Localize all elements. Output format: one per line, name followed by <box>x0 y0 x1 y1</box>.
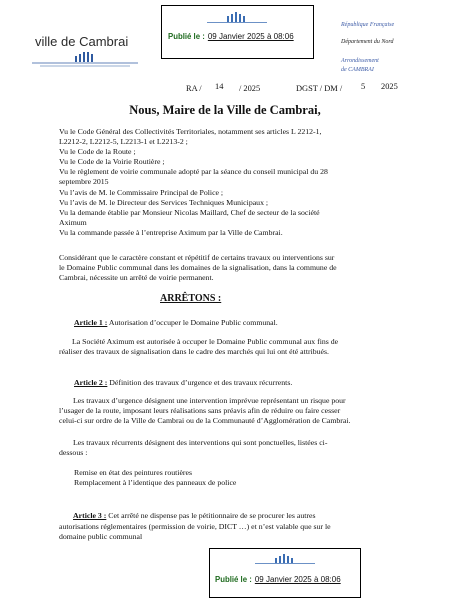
page-title: Nous, Maire de la Ville de Cambrai, <box>129 103 321 117</box>
stamp-date: 09 Janvier 2025 à 08:06 <box>207 32 294 41</box>
article-3-line: autorisations réglementaires (permission de voirie, DICT …) et n’est valable que sur le <box>59 522 331 531</box>
article-2-line: dessous : <box>59 448 88 457</box>
consideration-line: Vu l’avis de M. le Commissaire Principal de Police ; <box>59 188 224 197</box>
considerant-line: Cambrai, nécessite un arrêté de voirie permanent. <box>59 273 214 282</box>
ra-year: / 2025 <box>239 84 261 93</box>
city-logo-text: ville de Cambrai <box>35 34 129 49</box>
stamp-logo-mark <box>202 10 272 24</box>
consideration-line: Vu le Code de la Voirie Routière ; <box>59 157 165 166</box>
list-item: Remplacement à l’identique des panneaux de police <box>74 478 237 487</box>
article-2-line: l’usager de la route, imposant leurs réalisations sans préavis afin de réduire ou faire cesser <box>59 406 341 415</box>
arrondissement-label: Arrondissement <box>341 58 379 64</box>
article-3-line <box>73 511 315 521</box>
article-1-text <box>59 337 404 359</box>
stamp-text <box>215 575 341 584</box>
republic-label: République Française <box>341 22 395 28</box>
consideration-line: Vu le Code Général des Collectivités Territoriales, notamment ses articles L 2212-1, <box>59 127 322 136</box>
article-2-title: Définition des travaux d’urgence et des travaux récurrents. <box>107 378 293 387</box>
consideration-line: Vu le règlement de voirie communale adopté par la séance du conseil municipal du 28 <box>59 167 328 176</box>
stamp-logo-mark <box>250 552 320 565</box>
dgst-label: DGST / DM / <box>296 84 343 93</box>
article-3-block <box>59 511 409 543</box>
stamp-label: Publié le : <box>215 575 252 584</box>
city-logo-mark <box>30 48 140 70</box>
consideration-line: Vu l’avis de M. le Directeur des Services Techniques Municipaux ; <box>59 198 269 207</box>
article-2-text-urgence <box>59 396 409 428</box>
stamp-text <box>168 32 294 41</box>
article-2-line: celui-ci sur ordre de la Ville de Cambrai ou de la Communauté d’Agglomération de Cambrai. <box>59 416 351 425</box>
article-1-label: Article 1 : <box>74 318 108 327</box>
article-1-line: La Société Aximum est autorisée à occuper le Domaine Public communal aux fins de <box>72 337 339 346</box>
article-1-line: réaliser des travaux de signalisation dans le cadre des marchés qui lui ont été attribués. <box>59 347 329 356</box>
considerant-block <box>59 253 399 285</box>
ra-number: 14 <box>215 82 224 91</box>
arrondissement-city: de CAMBRAI <box>341 67 374 73</box>
consideration-line: Aximum <box>59 218 87 227</box>
dgst-number: 5 <box>361 82 366 91</box>
article-3-label: Article 3 : <box>73 511 107 520</box>
publication-stamp-top <box>161 5 314 59</box>
department-label: Département du Nord <box>341 39 394 45</box>
consideration-line: septembre 2015 <box>59 177 109 186</box>
stamp-label: Publié le : <box>168 32 205 41</box>
dgst-year: 2025 <box>381 82 398 91</box>
article-3-text: Cet arrêté ne dispense pas le pétitionnaire de se procurer les autres <box>106 511 316 520</box>
list-item: Remise en état des peintures routières <box>74 468 192 477</box>
considerant-line: Considérant que le caractère constant et répétitif de certains travaux ou interventions sur <box>59 253 335 262</box>
considerations-block <box>59 127 399 237</box>
consideration-line: Vu la commande passée à l’entreprise Aximum par la Ville de Cambrai. <box>59 228 283 237</box>
article-2-text-recurrents <box>59 438 409 460</box>
ra-label: RA / <box>186 84 202 93</box>
article-2-line: Les travaux récurrents désignent des interventions qui sont ponctuelles, listées ci- <box>73 438 328 447</box>
consideration-line: Vu le Code de la Route ; <box>59 147 136 156</box>
stamp-date: 09 Janvier 2025 à 08:06 <box>254 575 341 584</box>
article-1-title: Autorisation d’occuper le Domaine Public communal. <box>107 318 278 327</box>
publication-stamp-bottom <box>209 548 361 598</box>
article-1-heading <box>74 318 278 328</box>
consideration-line: Vu la demande établie par Monsieur Nicolas Maillard, Chef de secteur de la société <box>59 208 320 217</box>
considerant-line: le Domaine Public communal dans les domaines de la signalisation, dans la commune de <box>59 263 337 272</box>
article-2-label: Article 2 : <box>74 378 108 387</box>
article-2-line: Les travaux d’urgence désignent une intervention imprévue représentant un risque pour <box>73 396 346 405</box>
consideration-line: L2212-2, L2212-5, L2213-1 et L2213-2 ; <box>59 137 188 146</box>
article-3-line: domaine public communal <box>59 532 143 541</box>
article-2-heading <box>74 378 292 388</box>
arretons-heading: ARRÊTONS : <box>160 293 222 304</box>
article-2-list <box>74 468 404 490</box>
